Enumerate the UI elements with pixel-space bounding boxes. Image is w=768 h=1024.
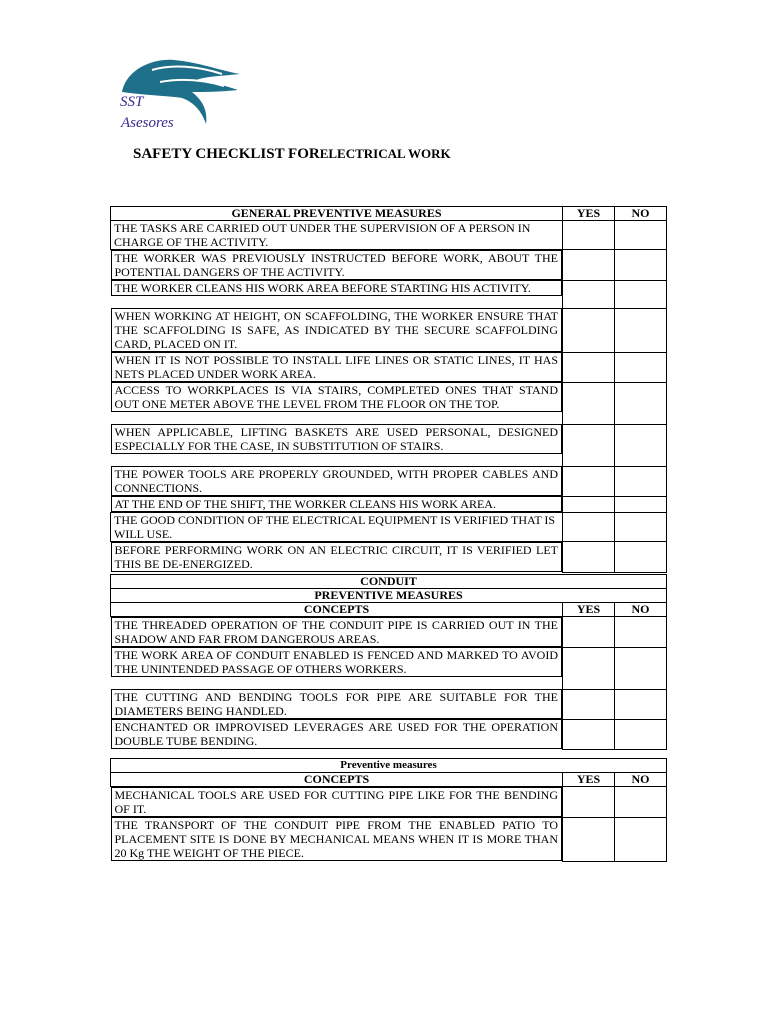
yes-cell[interactable] (563, 382, 615, 424)
no-cell[interactable] (615, 424, 667, 466)
title-main: SAFETY CHECKLIST FOR (133, 146, 320, 162)
yes-cell[interactable] (563, 542, 615, 573)
table-title-row (111, 575, 667, 589)
yes-cell[interactable] (563, 513, 615, 542)
yes-cell[interactable] (563, 280, 615, 308)
header-measures: GENERAL PREVENTIVE MEASURES (111, 207, 563, 221)
concept-text: THE TRANSPORT OF THE CONDUIT PIPE FROM THE ENABLED PATIO TO PLACEMENT SITE IS DONE BY MECHANICAL MEANS WHEN IT IS MORE THAN 20 Kg THE WEIGHT OF THE PIECE. (111, 817, 563, 861)
header-no: NO (615, 207, 667, 221)
measure-text: THE GOOD CONDITION OF THE ELECTRICAL EQUIPMENT IS VERIFIED THAT IS WILL USE. (111, 513, 563, 542)
measure-text: WHEN APPLICABLE, LIFTING BASKETS ARE USED PERSONAL, DESIGNED ESPECIALLY FOR THE CASE, IN SUBSTITUTION OF STAIRS. (111, 424, 563, 454)
logo-text-sst: SST (120, 94, 144, 110)
preventive-measures-table (110, 758, 667, 862)
table-row (111, 221, 667, 250)
concept-text: THE CUTTING AND BENDING TOOLS FOR PIPE ARE SUITABLE FOR THE DIAMETERS BEING HANDLED. (111, 689, 563, 719)
table-header-row (111, 773, 667, 787)
title-tail: ELECTRICAL WORK (319, 146, 451, 161)
general-preventive-measures-table (110, 206, 667, 573)
table-row (111, 308, 667, 352)
yes-cell[interactable] (563, 617, 615, 648)
table-row (111, 647, 667, 689)
table-row (111, 513, 667, 542)
measure-text: WHEN WORKING AT HEIGHT, ON SCAFFOLDING, THE WORKER ENSURE THAT THE SCAFFOLDING IS SAFE, AS INDICATED BY THE SECURE SCAFFOLDING CARD, PLACED ON IT. (111, 308, 563, 352)
conduit-subtitle: PREVENTIVE MEASURES (111, 589, 667, 603)
no-cell[interactable] (615, 542, 667, 573)
no-cell[interactable] (615, 513, 667, 542)
table-row (111, 617, 667, 648)
table-row (111, 542, 667, 573)
logo-text-asesores: Asesores (121, 115, 174, 131)
table-row (111, 466, 667, 496)
no-cell[interactable] (615, 250, 667, 281)
table-subtitle-row (111, 589, 667, 603)
yes-cell[interactable] (563, 719, 615, 749)
no-cell[interactable] (615, 280, 667, 308)
no-cell[interactable] (615, 352, 667, 382)
yes-cell[interactable] (563, 787, 615, 818)
yes-cell[interactable] (563, 250, 615, 281)
yes-cell[interactable] (563, 496, 615, 513)
table-header-row (111, 603, 667, 617)
header-no: NO (615, 773, 667, 787)
measure-text: THE TASKS ARE CARRIED OUT UNDER THE SUPERVISION OF A PERSON IN CHARGE OF THE ACTIVITY. (111, 221, 563, 250)
no-cell[interactable] (615, 496, 667, 513)
no-cell[interactable] (615, 787, 667, 818)
yes-cell[interactable] (563, 689, 615, 719)
yes-cell[interactable] (563, 308, 615, 352)
measure-text: AT THE END OF THE SHIFT, THE WORKER CLEANS HIS WORK AREA. (111, 496, 563, 512)
preventive-measures-title: Preventive measures (111, 759, 667, 773)
yes-cell[interactable] (563, 647, 615, 689)
table-row (111, 352, 667, 382)
yes-cell[interactable] (563, 817, 615, 861)
no-cell[interactable] (615, 719, 667, 749)
concept-text: ENCHANTED OR IMPROVISED LEVERAGES ARE USED FOR THE OPERATION DOUBLE TUBE BENDING. (111, 719, 563, 749)
concept-text: THE WORK AREA OF CONDUIT ENABLED IS FENCED AND MARKED TO AVOID THE UNINTENDED PASSAGE OF OTHERS WORKERS. (111, 647, 563, 677)
measure-text: ACCESS TO WORKPLACES IS VIA STAIRS, COMPLETED ONES THAT STAND OUT ONE METER ABOVE THE LEVEL FROM THE FLOOR ON THE TOP. (111, 382, 563, 412)
yes-cell[interactable] (563, 352, 615, 382)
table-row (111, 382, 667, 424)
no-cell[interactable] (615, 221, 667, 250)
header-no: NO (615, 603, 667, 617)
concept-text: MECHANICAL TOOLS ARE USED FOR CUTTING PIPE LIKE FOR THE BENDING OF IT. (111, 787, 563, 817)
measure-text: THE WORKER CLEANS HIS WORK AREA BEFORE STARTING HIS ACTIVITY. (111, 280, 563, 296)
yes-cell[interactable] (563, 221, 615, 250)
measure-text: BEFORE PERFORMING WORK ON AN ELECTRIC CIRCUIT, IT IS VERIFIED LET THIS BE DE-ENERGIZED. (111, 542, 563, 572)
table-row (111, 719, 667, 749)
measure-text: THE POWER TOOLS ARE PROPERLY GROUNDED, WITH PROPER CABLES AND CONNECTIONS. (111, 466, 563, 496)
concept-text: THE THREADED OPERATION OF THE CONDUIT PIPE IS CARRIED OUT IN THE SHADOW AND FAR FROM DANGEROUS AREAS. (111, 617, 563, 647)
no-cell[interactable] (615, 382, 667, 424)
header-yes: YES (563, 603, 615, 617)
table-row (111, 424, 667, 466)
no-cell[interactable] (615, 617, 667, 648)
header-concepts: CONCEPTS (111, 603, 563, 617)
table-row (111, 280, 667, 308)
no-cell[interactable] (615, 817, 667, 861)
table-row (111, 817, 667, 861)
yes-cell[interactable] (563, 424, 615, 466)
table-row (111, 250, 667, 281)
no-cell[interactable] (615, 689, 667, 719)
no-cell[interactable] (615, 466, 667, 496)
no-cell[interactable] (615, 647, 667, 689)
table-title-row (111, 759, 667, 773)
conduit-table (110, 574, 667, 750)
table-header-row (111, 207, 667, 221)
measure-text: WHEN IT IS NOT POSSIBLE TO INSTALL LIFE LINES OR STATIC LINES, IT HAS NETS PLACED UNDER WORK AREA. (111, 352, 563, 382)
table-row (111, 689, 667, 719)
table-row (111, 787, 667, 818)
yes-cell[interactable] (563, 466, 615, 496)
no-cell[interactable] (615, 308, 667, 352)
table-row (111, 496, 667, 513)
conduit-title: CONDUIT (111, 575, 667, 589)
header-yes: YES (563, 773, 615, 787)
document-title (133, 146, 451, 163)
header-concepts: CONCEPTS (111, 773, 563, 787)
header-yes: YES (563, 207, 615, 221)
measure-text: THE WORKER WAS PREVIOUSLY INSTRUCTED BEFORE WORK, ABOUT THE POTENTIAL DANGERS OF THE ACTIVITY. (111, 250, 563, 280)
